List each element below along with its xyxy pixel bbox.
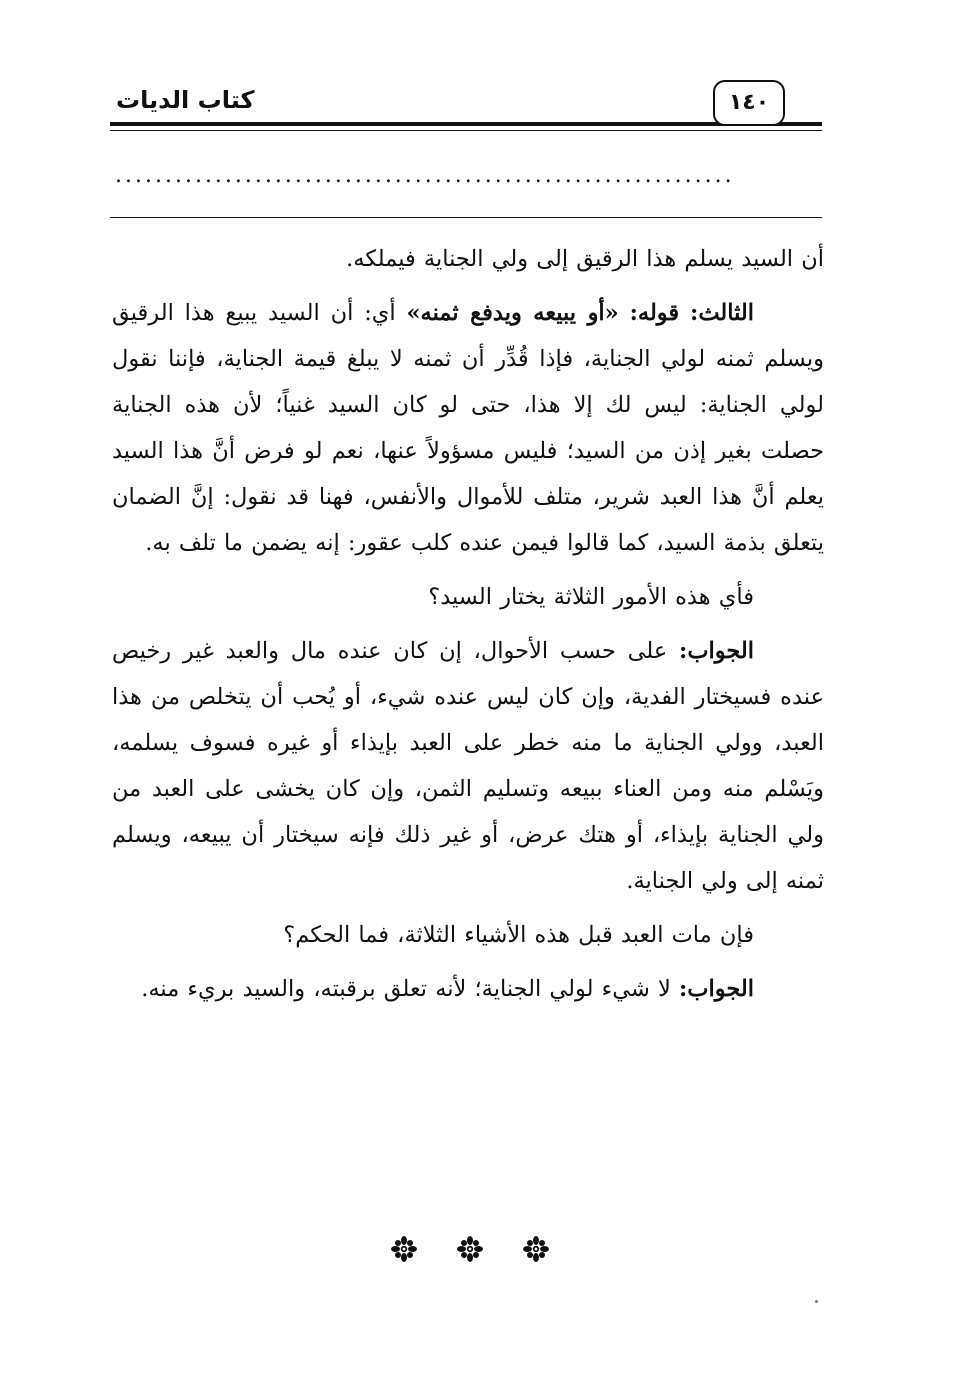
qawluh-label: قوله: [629,300,680,326]
answer-1-label: الجواب: [679,638,755,664]
answer-2 [112,966,824,1012]
question-2-text: فإن مات العبد قبل هذه الأشياء الثلاثة، فما الحكم؟ [283,922,754,948]
paragraph-third-text: أي: أن السيد يبيع هذا الرقيق ويسلم ثمنه لولي الجناية، فإذا قُدِّر أن ثمنه لا يبلغ قيمة الجناية، فإننا نقول لولي الجناية: ليس لك إلا هذا، حتى لو كان السيد غنياً؛ لأن هذه الجناية حصلت بغير إذن من السيد؛ فليس مسؤولاً عنها، نعم لو فرض أنَّ هذا السيد يعلم أنَّ هذا العبد شرير، متلف للأموال والأنفس، فهنا قد نقول: إنَّ الضمان يتعلق بذمة السيد، كما قالوا فيمن عنده كلب عقور: إنه يضمن ما تلف به. [112,300,824,556]
paragraph-third [112,290,824,566]
answer-1 [112,628,824,904]
quoted-matn: «أو يبيعه ويدفع ثمنه» [406,300,619,326]
floral-ornament-icon [522,1235,550,1263]
main-text [112,236,824,1020]
question-1-text: فأي هذه الأمور الثلاثة يختار السيد؟ [428,584,754,610]
third-label: الثالث: [690,300,755,326]
answer-2-label: الجواب: [679,976,754,1002]
question-2 [112,912,824,958]
page-header [110,80,822,136]
page-number: ١٤٠ [713,80,785,126]
answer-1-text: على حسب الأحوال، إن كان عنده مال والعبد غير رخيص عنده فسيختار الفدية، وإن كان ليس عنده شيء، أو يُحب أن يتخلص من هذا العبد، وولي الجناية ما منه خطر على العبد بإيذاء أو غيره فسوف يسلمه، ويَسْلم منه ومن العناء ببيعه وتسليم الثمن، وإن كان يخشى على العبد من ولي الجناية بإيذاء، أو هتك عرض، أو غير ذلك فإنه سيختار أن يبيعه، ويسلم ثمنه إلى ولي الجناية. [112,638,824,894]
floral-ornament-icon [456,1235,484,1263]
answer-2-text: لا شيء لولي الجناية؛ لأنه تعلق برقبته، والسيد بريء منه. [141,976,671,1002]
question-1 [112,574,824,620]
floral-ornament-icon [390,1235,418,1263]
book-title: كتاب الديات [110,82,260,118]
header-rule-thin [110,130,822,131]
paragraph-1-text: أن السيد يسلم هذا الرقيق إلى ولي الجناية فيملكه. [346,246,824,272]
footnote-dots: .............................................................. [115,166,735,186]
margin-speck [815,1300,818,1303]
header-rule-thick [110,122,822,126]
section-end-ornaments [390,1232,550,1266]
paragraph-1 [112,236,824,282]
footnote-rule [110,217,822,218]
